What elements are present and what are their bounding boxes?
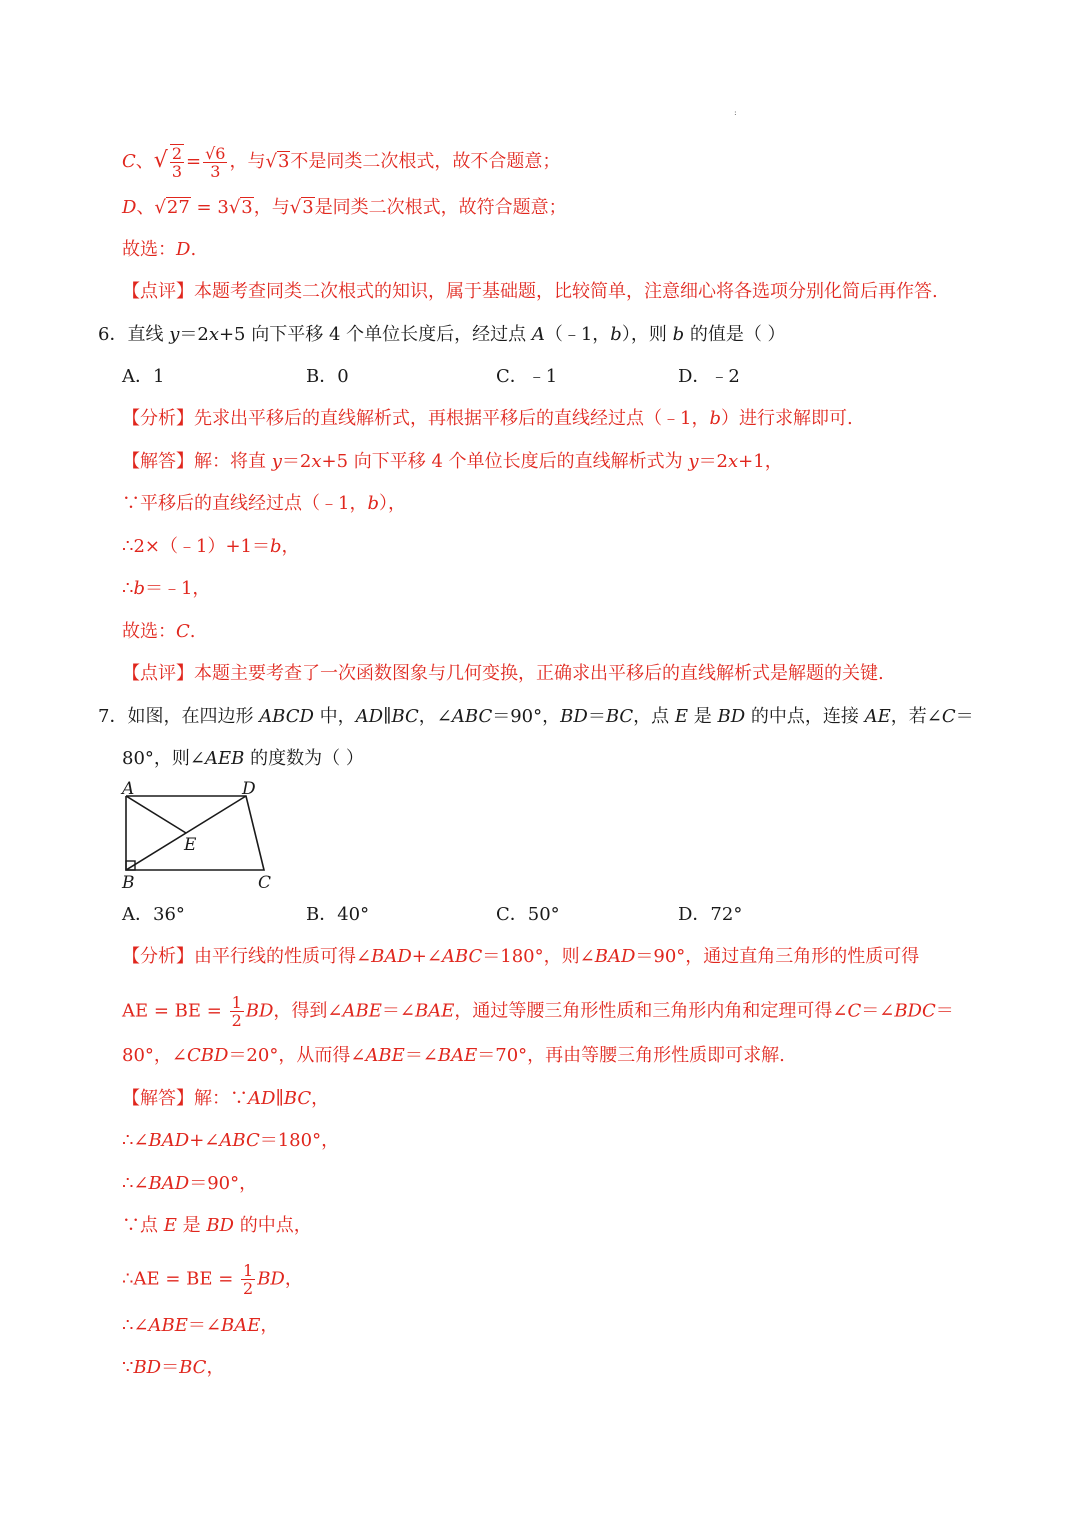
text: 是同类二次根式，故符合题意； (314, 197, 567, 218)
q7-analysis-line-3: 80°，∠CBD＝20°，从而得∠ABE＝∠BAE＝70°，再由等腰三角形性质即可求解. (122, 1045, 785, 1066)
radicand: 27 (166, 197, 190, 218)
q7-solution-line-4: ∵点 E 是 BD 的中点， (122, 1215, 312, 1236)
sep: 、 (135, 151, 154, 172)
q7-option-c: C．50° (496, 904, 560, 925)
q5-comment: 【点评】本题考查同类二次根式的知识，属于基础题，比较简单，注意细心将各选项分别化简后再作答. (122, 281, 938, 302)
q7-analysis-line-1: 【分析】由平行线的性质可得∠BAD+∠ABC＝180°，则∠BAD＝90°，通过直角三角形的性质可得 (122, 946, 920, 967)
radicand: 3 (302, 197, 314, 218)
q6-comment: 【点评】本题主要考查了一次函数图象与几何变换，正确求出平移后的直线解析式是解题的关键. (122, 663, 884, 684)
sqrt-sign: √ (265, 151, 277, 172)
figure-outline (126, 796, 264, 870)
sqrt-sign: √ (154, 197, 166, 218)
radicand: 3 (277, 151, 290, 172)
label-c: C (122, 151, 136, 172)
q6-solution-line-4: ∴b＝﹣1， (122, 578, 211, 599)
line-option-d (122, 195, 567, 221)
q7-stem-line-2: 80°，则∠AEB 的度数为（ ） (122, 748, 364, 769)
stray-mark: : (734, 108, 737, 117)
equals: = (186, 151, 202, 172)
quadrilateral-figure (118, 780, 278, 892)
q6-option-b: B．0 (306, 366, 349, 387)
label-c: C (258, 873, 272, 892)
q6-choice: 故选：C. (122, 621, 196, 642)
sep: 、 (136, 197, 155, 218)
q7-solution-line-7: ∵BD＝BC， (122, 1357, 225, 1378)
q6-solution-line-3: ∴2×（﹣1）+1＝b， (122, 536, 300, 557)
segment-ae (126, 796, 186, 833)
label-e: E (184, 835, 197, 855)
text: 不是同类二次根式，故不合题意； (290, 151, 561, 172)
q6-option-c: C．﹣1 (496, 366, 558, 387)
text: ，与 (253, 197, 290, 218)
q7-solution-line-6: ∴∠ABE＝∠BAE， (122, 1315, 279, 1336)
q6-option-d: D．﹣2 (678, 366, 740, 387)
q7-option-a: A．36° (122, 904, 185, 925)
q6-solution-line-1: 【解答】解：将直 y＝2x+5 向下平移 4 个单位长度后的直线解析式为 y＝2x+1， (122, 451, 783, 472)
equals: = 3 (190, 197, 229, 218)
q7-solution-line-5: ∴AE = BE = $\frac{1}{2}$ BD， (122, 1261, 303, 1298)
fraction-sqrt6-3: $\frac{√6}{3}$ (205, 143, 226, 181)
fraction-1-2: $\frac{1}{2}$ (243, 1261, 254, 1298)
q7-option-b: B．40° (306, 904, 370, 925)
sqrt-sign: √ (153, 148, 168, 173)
q7-solution-line-2: ∴∠BAD+∠ABC＝180°， (122, 1130, 340, 1151)
q6-solution-line-2: ∵平移后的直线经过点（﹣1，b）， (122, 493, 406, 514)
q6-option-a: A．1 (122, 366, 165, 387)
q6-stem: 6．直线 y＝2x+5 向下平移 4 个单位长度后，经过点 A（﹣1，b），则 b 的值是（ ） (98, 324, 786, 345)
q7-solution-line-3: ∴∠BAD＝90°， (122, 1173, 258, 1194)
q7-solution-line-1: 【解答】解：∵AD∥BC， (122, 1088, 330, 1109)
q6-analysis: 【分析】先求出平移后的直线解析式，再根据平移后的直线经过点（﹣1，b）进行求解即可. (122, 408, 853, 429)
label-d: D (242, 780, 256, 799)
label-d: D (122, 197, 137, 218)
label-a: A (122, 780, 135, 799)
label-b: B (122, 873, 135, 892)
q7-analysis-line-2: AE = BE = $\frac{1}{2}$ BD，得到∠ABE＝∠BAE，通过等腰三角形性质和三角形内角和定理可得∠C＝∠BDC＝ (122, 993, 954, 1030)
text: ，与 (229, 151, 266, 172)
radicand: 3 (241, 197, 253, 218)
q5-choice: 故选：D. (122, 239, 197, 260)
fraction-1-2: $\frac{1}{2}$ (231, 993, 242, 1030)
sqrt-sign: √ (289, 197, 302, 218)
sqrt-sign: √ (228, 197, 241, 218)
q7-stem-line-1: 7．如图，在四边形 ABCD 中，AD∥BC，∠ABC＝90°，BD＝BC，点 E 是 BD 的中点，连接 AE，若∠C＝ (98, 706, 974, 727)
fraction-2-3: $\frac{2}{3}$ (171, 144, 182, 181)
line-option-c (122, 144, 560, 180)
q7-option-d: D．72° (678, 904, 743, 925)
